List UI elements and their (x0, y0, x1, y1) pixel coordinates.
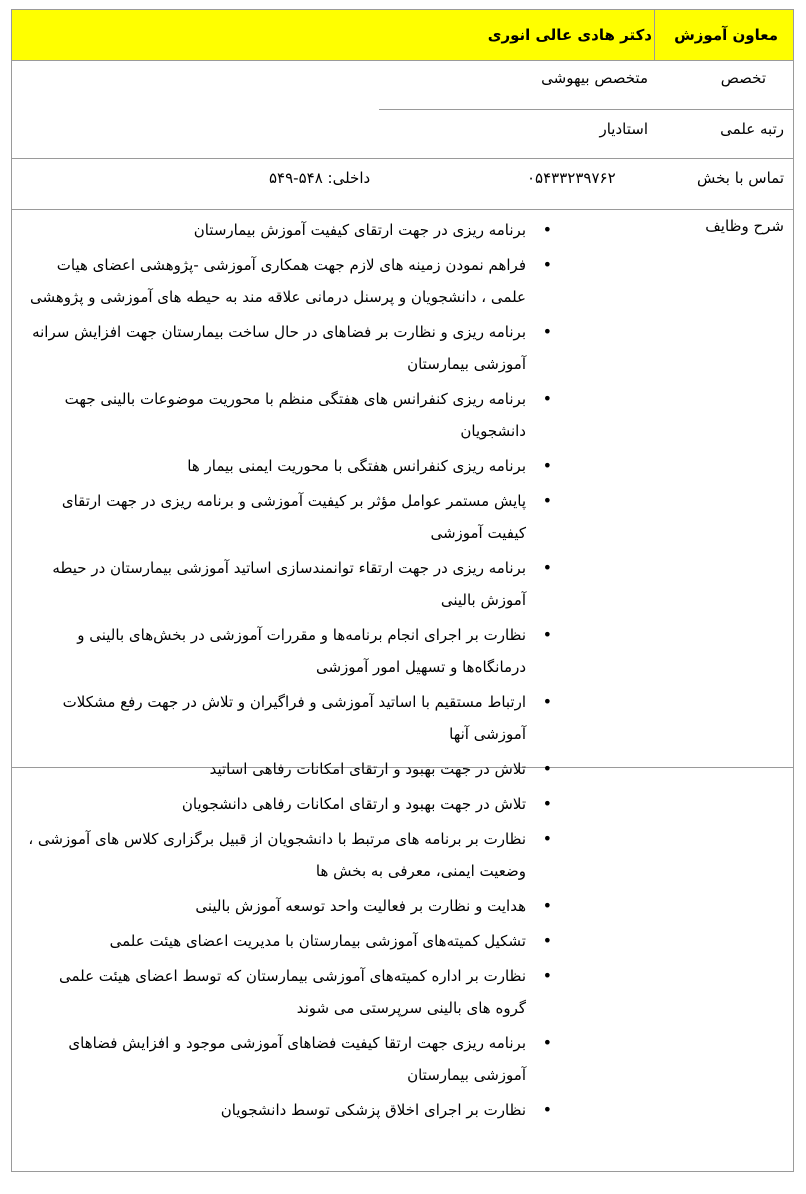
specialty-value: متخصص بیهوشی (541, 69, 648, 87)
specialty-label: تخصص (720, 69, 766, 87)
duty-item: • برنامه ریزی کنفرانس هفتگی با محوریت ایمنی بیمار ها (26, 450, 566, 482)
duty-item: • تلاش در جهت بهبود و ارتقای امکانات رفاهی اساتید (26, 753, 566, 785)
duty-item: • ارتباط مستقیم با اساتید آموزشی و فراگیران و تلاش در جهت رفع مشکلات آموزشی آنها (26, 686, 566, 750)
duty-item: • هدایت و نظارت بر فعالیت واحد توسعه آموزش بالینی (26, 890, 566, 922)
duty-item: • برنامه ریزی در جهت ارتقاء توانمندسازی اساتید آموزشی بیمارستان در حیطه آموزش بالینی (26, 552, 566, 616)
duties-label: شرح وظایف (705, 217, 784, 235)
rank-label: رتبه علمی (720, 120, 784, 138)
duty-item: • تلاش در جهت بهبود و ارتقای امکانات رفاهی دانشجویان (26, 788, 566, 820)
duty-item: • برنامه ریزی کنفرانس های هفتگی منظم با محوریت موضوعات بالینی جهت دانشجویان (26, 383, 566, 447)
duty-item: • نظارت بر اداره کمیته‌های آموزشی بیمارستان که توسط اعضای هیئت علمی گروه های بالینی سرپرستی می شوند (26, 960, 566, 1024)
contact-label: تماس با بخش (697, 169, 784, 187)
rank-value: استادیار (599, 120, 648, 138)
duty-item: • برنامه ریزی جهت ارتقا کیفیت فضاهای آموزشی موجود و افزایش فضاهای آموزشی بیمارستان (26, 1027, 566, 1091)
duty-item: • تشکیل کمیته‌های آموزشی بیمارستان با مدیریت اعضای هیئت علمی (26, 925, 566, 957)
duty-item: • نظارت بر برنامه های مرتبط با دانشجویان از قبیل برگزاری کلاس های آموزشی ، وضعیت ایمنی، معرفی به بخش ها (26, 823, 566, 887)
header-row (11, 9, 794, 60)
duty-item: • فراهم نمودن زمینه های لازم جهت همکاری آموزشی -پژوهشی اعضای هیات علمی ، دانشجویان و پرسنل درمانی علاقه مند به حیطه های آموزشی و پژوهشی (26, 249, 566, 313)
duty-item: • برنامه ریزی در جهت ارتقای کیفیت آموزش بیمارستان (26, 214, 566, 246)
duty-item: • برنامه ریزی و نظارت بر فضاهای در حال ساخت بیمارستان جهت افزایش سرانه آموزشی بیمارستان (26, 316, 566, 380)
duty-item: • نظارت بر اجرای انجام برنامه‌ها و مقررات آموزشی در بخش‌های بالینی و درمانگاه‌ها و تسهیل امور آموزشی (26, 619, 566, 683)
phone-number: ۰۵۴۳۳۲۳۹۷۶۲ (527, 169, 616, 187)
staff-info-table (11, 9, 794, 1172)
duties-list (26, 214, 566, 1129)
extension-number: داخلی: ۵۴۸-۵۴۹ (269, 169, 371, 187)
person-name: دکتر هادی عالی انوری (487, 25, 652, 44)
duty-item: • نظارت بر اجرای اخلاق پزشکی توسط دانشجویان (26, 1094, 566, 1126)
role-title: معاون آموزش (674, 25, 778, 44)
duty-item: • پایش مستمر عوامل مؤثر بر کیفیت آموزشی و برنامه ریزی در جهت ارتقای کیفیت آموزشی (26, 485, 566, 549)
